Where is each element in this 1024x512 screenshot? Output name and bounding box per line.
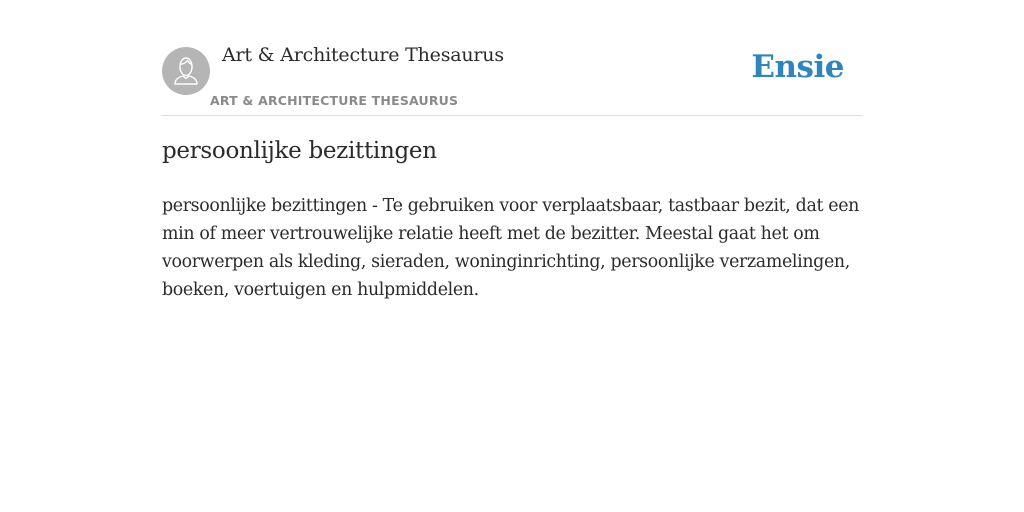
user-icon [162,47,210,95]
source-subtitle[interactable]: ART & ARCHITECTURE THESAURUS [210,93,459,108]
source-header [162,0,862,116]
entry-title: persoonlijke bezittingen [162,138,437,164]
entry-definition: persoonlijke bezittingen - Te gebruiken voor verplaatsbaar, tastbaar bezit, dat een min of meer vertrouwelijke relatie heeft met de bezitter. Meestal gaat het om voorwerpen als kleding, sieraden, woninginrichting, persoonlijke verzamelingen, boeken, voertuigen en hulpmiddelen. [162,196,860,300]
source-title[interactable]: Art & Architecture Thesaurus [222,44,504,66]
avatar[interactable] [162,47,210,95]
ensie-logo-link[interactable]: Ensie [751,49,844,85]
